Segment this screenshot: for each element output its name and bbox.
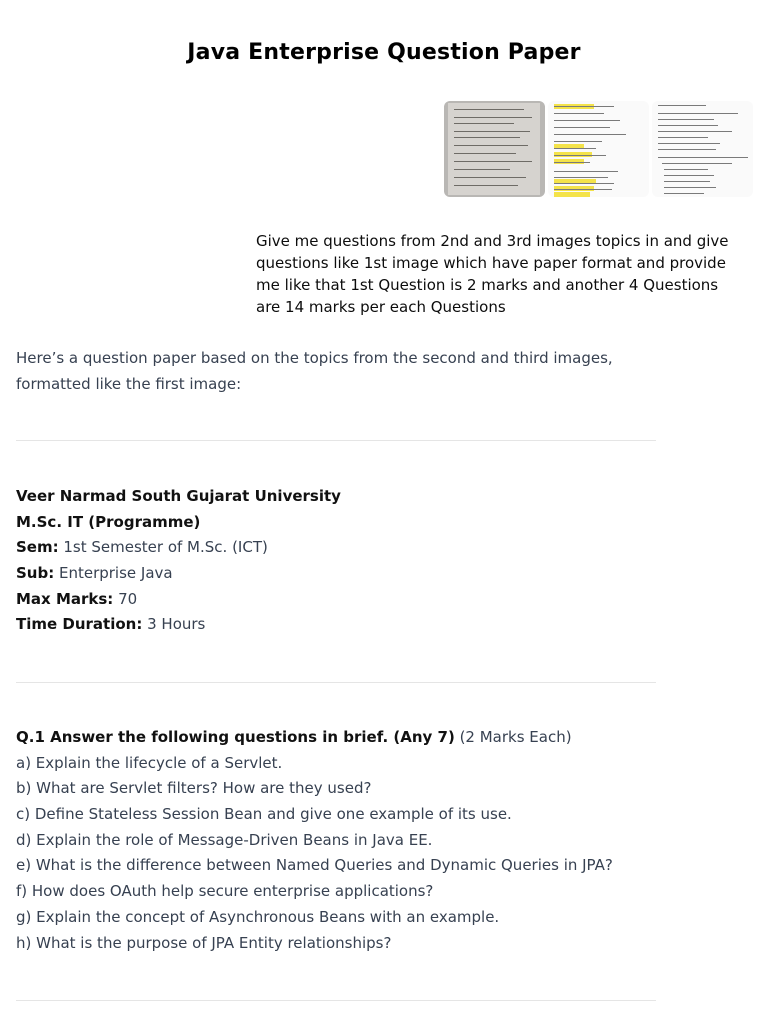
list-item: c) Define Stateless Session Bean and give one example of its use. [16, 805, 512, 824]
max-marks-value: 70 [113, 589, 138, 608]
max-marks-label: Max Marks: [16, 589, 114, 608]
divider [16, 440, 656, 441]
question-1 [16, 725, 716, 956]
sub-label: Sub: [16, 564, 55, 583]
list-item: e) What is the difference between Named Queries and Dynamic Queries in JPA? [16, 856, 613, 875]
list-item: d) Explain the role of Message-Driven Beans in Java EE. [16, 830, 433, 849]
q1-heading: Q.1 Answer the following questions in brief. (Any 7) [16, 728, 455, 746]
list-item: a) Explain the lifecycle of a Servlet. [16, 753, 283, 772]
page-title: Java Enterprise Question Paper [187, 40, 581, 65]
attachment-thumbnails [444, 101, 753, 197]
question-paper-photo-thumbnail[interactable] [444, 101, 545, 197]
list-item: f) How does OAuth help secure enterprise applications? [16, 882, 434, 901]
assistant-intro: Here’s a question paper based on the topics from the second and third images, formatted like the first image: [16, 349, 613, 393]
syllabus-unit-list-thumbnail[interactable] [652, 101, 753, 197]
divider [16, 1000, 656, 1001]
divider [16, 682, 656, 683]
list-item: g) Explain the concept of Asynchronous Beans with an example. [16, 907, 500, 926]
university-name: Veer Narmad South Gujarat University [16, 487, 341, 505]
list-item: h) What is the purpose of JPA Entity relationships? [16, 933, 392, 952]
programme: M.Sc. IT (Programme) [16, 512, 201, 531]
time-duration-label: Time Duration: [16, 615, 143, 634]
syllabus-unit-list-highlighted-thumbnail[interactable] [548, 101, 649, 197]
q1-marks: (2 Marks Each) [454, 728, 572, 746]
sem-label: Sem: [16, 538, 59, 557]
user-message: Give me questions from 2nd and 3rd images topics in and give questions like 1st image which have paper format and provide me like that 1st Question is 2 marks and another 4 Questions are 14 marks per each Questions [256, 232, 729, 316]
time-duration-value: 3 Hours [142, 615, 206, 634]
sub-value: Enterprise Java [54, 564, 173, 583]
list-item: b) What are Servlet filters? How are they used? [16, 779, 372, 798]
sem-value: 1st Semester of M.Sc. (ICT) [58, 538, 268, 557]
paper-header [16, 484, 716, 638]
